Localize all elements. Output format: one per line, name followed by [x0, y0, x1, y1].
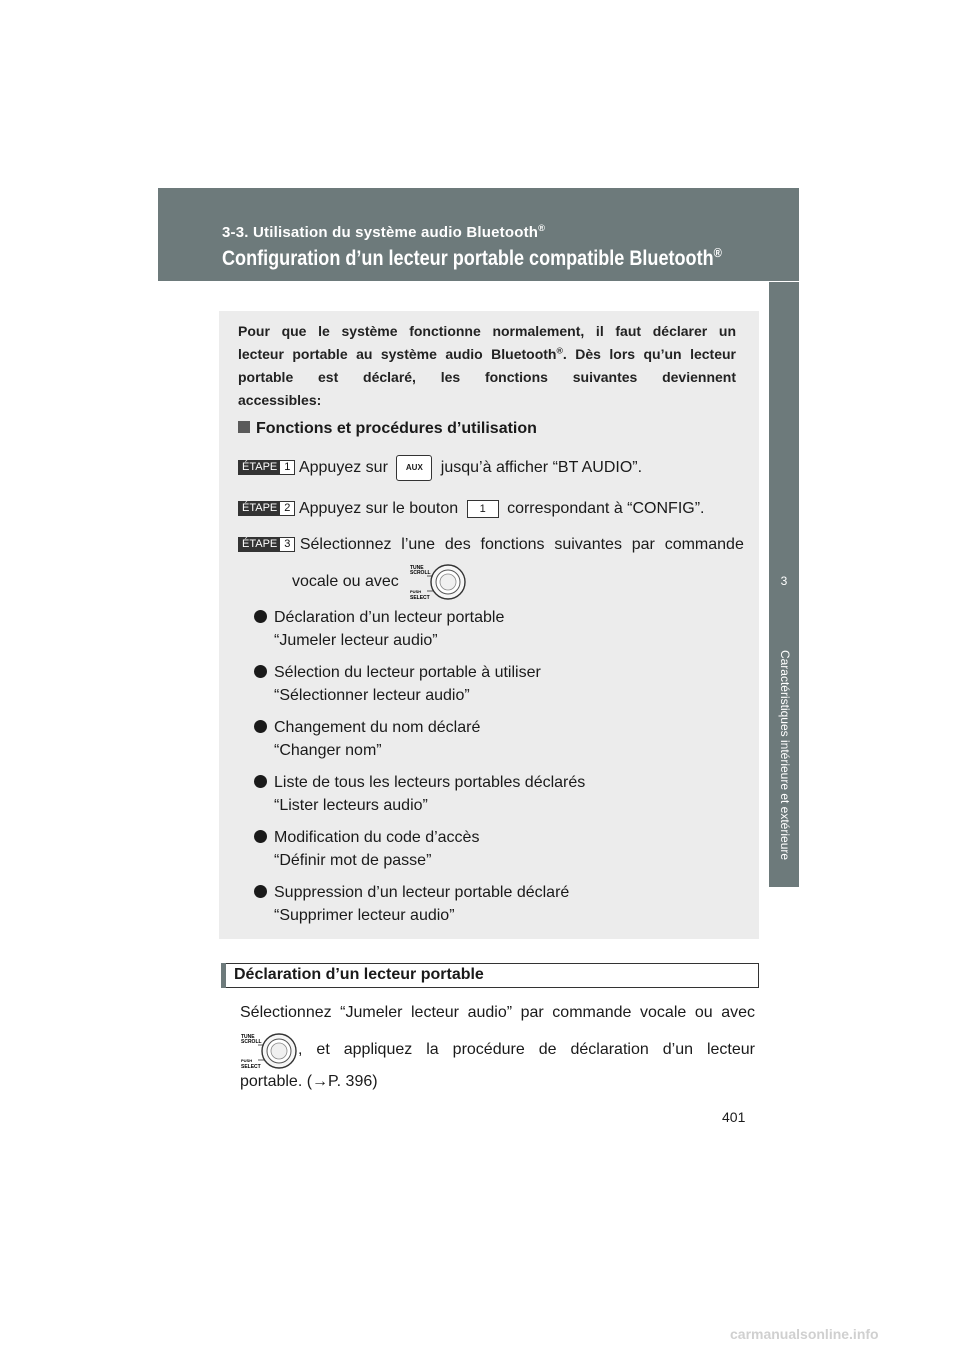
chapter-number: 3: [780, 574, 788, 588]
function-item: [254, 661, 541, 707]
step-number: 3: [284, 538, 291, 550]
step-1: [238, 455, 642, 481]
bullet-icon: [254, 720, 267, 733]
sub-heading-text: Fonctions et procédures d’utilisation: [256, 420, 537, 437]
step-text: Appuyez sur le bouton: [298, 500, 459, 518]
function-title: Déclaration d’un lecteur portable: [274, 609, 505, 626]
function-command: “Supprimer lecteur audio”: [274, 907, 455, 924]
bullet-icon: [254, 665, 267, 678]
function-item: [254, 881, 569, 927]
knob-label: TUNE: [410, 565, 424, 571]
page-title: [222, 247, 722, 271]
tune-select-knob-icon: [240, 1031, 298, 1071]
function-title: Changement du nom déclaré: [274, 719, 481, 736]
knob-label: TUNE: [241, 1034, 255, 1040]
intro-text: . Dès lors qu’un lecteur: [562, 346, 736, 362]
preset-button-icon: 1: [467, 500, 499, 518]
step-badge: [238, 460, 295, 475]
step-number: 1: [284, 461, 291, 474]
function-item: [254, 771, 585, 817]
bullet-icon: [254, 885, 267, 898]
function-title: Liste de tous les lecteurs portables déclarés: [274, 774, 586, 791]
page-title-text: Configuration d’un lecteur portable compatible Bluetooth: [222, 247, 714, 270]
registered-mark: ®: [713, 245, 722, 260]
chapter-label: Caractéristiques intérieure et extérieure: [778, 649, 792, 861]
step-word: ÉTAPE: [239, 461, 280, 474]
function-command: “Changer nom”: [274, 742, 382, 759]
square-bullet-icon: [238, 421, 250, 433]
registered-mark: ®: [538, 223, 546, 233]
function-command: “Sélectionner lecteur audio”: [274, 687, 470, 704]
step-text: Sélectionnez l’une des fonctions suivantes par commande: [299, 536, 744, 553]
step-number: 2: [284, 502, 291, 515]
registered-mark: ®: [556, 345, 563, 356]
function-title: Modification du code d’accès: [274, 829, 480, 846]
watermark: carmanualsonline.info: [730, 1326, 879, 1342]
tune-select-knob-icon: [409, 562, 467, 602]
knob-label: SELECT: [241, 1064, 261, 1070]
intro-line: [238, 343, 736, 366]
step-text: vocale ou avec: [292, 573, 399, 590]
step-text: Appuyez sur: [298, 459, 388, 477]
knob-label: SCROLL: [241, 1039, 262, 1045]
bullet-icon: [254, 610, 267, 623]
intro-text: lecteur portable au système audio Bluetooth: [238, 346, 557, 362]
section-label: [222, 224, 545, 241]
knob-label: PUSH: [410, 589, 422, 594]
knob-label: PUSH: [241, 1058, 253, 1063]
step-3: [238, 536, 744, 554]
step-badge: [238, 537, 295, 552]
body-text: , et appliquez la procédure de déclaration d’un lecteur: [298, 1041, 755, 1058]
function-item: [254, 716, 480, 762]
knob-label: SELECT: [410, 595, 430, 601]
section-heading-bar: [221, 963, 226, 988]
knob-label: SCROLL: [410, 570, 431, 576]
intro-line: portable est déclaré, les fonctions suivantes deviennent: [238, 369, 736, 385]
step-word: ÉTAPE: [239, 538, 280, 551]
body-text: portable. (→P. 396): [240, 1073, 378, 1090]
intro-paragraph: [238, 320, 736, 412]
step-badge: [238, 501, 295, 516]
function-item: [254, 606, 504, 652]
function-command: “Jumeler lecteur audio”: [274, 632, 438, 649]
section-label-text: 3-3. Utilisation du système audio Bluetooth: [222, 224, 539, 241]
sub-heading: [238, 420, 537, 438]
bullet-icon: [254, 830, 267, 843]
step-2: [238, 500, 704, 518]
function-title: Sélection du lecteur portable à utiliser: [274, 664, 541, 681]
function-command: “Définir mot de passe”: [274, 852, 432, 869]
section-heading: Déclaration d’un lecteur portable: [234, 966, 484, 983]
step-word: ÉTAPE: [239, 502, 280, 515]
step-text: jusqu’à afficher “BT AUDIO”.: [440, 459, 643, 477]
aux-button-icon: AUX: [396, 455, 432, 481]
function-title: Suppression d’un lecteur portable déclaré: [274, 884, 570, 901]
function-command: “Lister lecteurs audio”: [274, 797, 428, 814]
intro-line: accessibles:: [238, 392, 322, 408]
page-number: 401: [722, 1109, 746, 1125]
body-text: Sélectionnez “Jumeler lecteur audio” par commande vocale ou avec: [240, 1004, 755, 1021]
function-item: [254, 826, 479, 872]
step-text: correspondant à “CONFIG”.: [507, 500, 705, 518]
bullet-icon: [254, 775, 267, 788]
intro-line: Pour que le système fonctionne normalement, il faut déclarer un: [238, 323, 736, 339]
